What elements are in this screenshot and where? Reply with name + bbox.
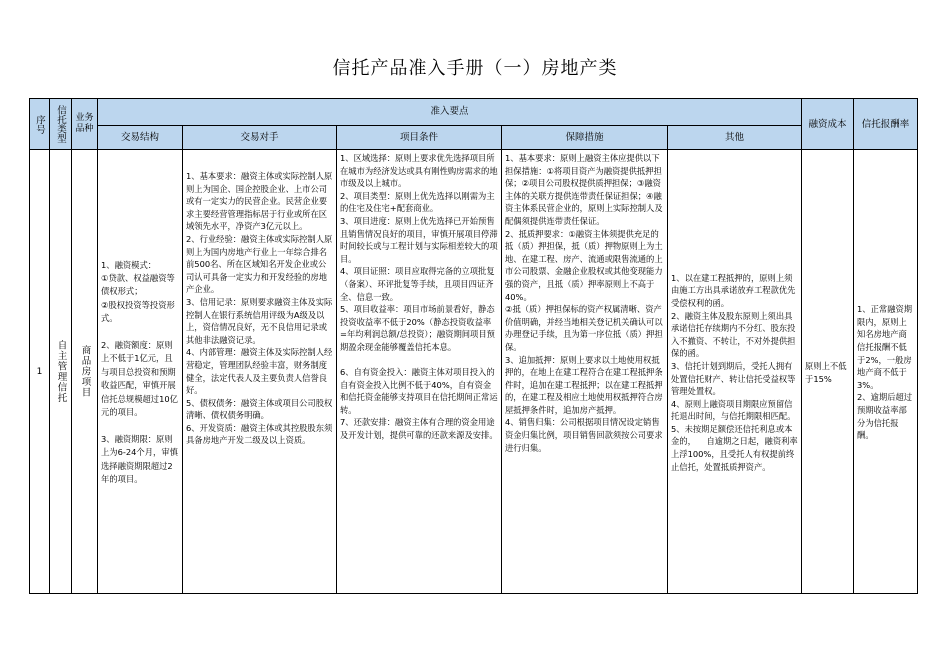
header-other: 其他 [668,125,802,149]
row-counterparty: 1、基本要求：融资主体或实际控制人原则上为国企、国企控股企业、上市公司或有一定实力的民营企业。民营企业要求主要经营管理指标居于行业或所在区域领先水平，净资产3亿元以上。 2、行业经验：融资主体或实际控制人原则上为国内房地产行业上一年综合排名前500名、所在区域知名开发企业或公司认可具备一定实力和开发经验的房地产企业。 3、信用记录：原则要求融资主体及实际控制人在银行系统信用评级为A级及以上，资信情况良好，无不良信用记录或其他非法融资记录。 4、内部管理：融资主体及实际控制人经营稳定，管理团队经验丰富，财务制度健全，法定代表人及主要负责人信誉良好。 5、债权债务：融资主体或项目公司股权清晰、债权债务明确。 6、开发资质：融资主体或其控股股东须具备房地产开发二级及以上资质。 [183,150,337,594]
row-trust-type: 自主管理信托 [50,150,72,594]
header-project: 项目条件 [337,125,502,149]
page-title: 信托产品准入手册（一）房地产类 [332,58,618,79]
row-other: 1、以在建工程抵押的，原则上须由施工方出具承诺放弃工程款优先受偿权利的函。 2、融资主体及股东原则上须出具承诺信托存续期内不分红、股东投入不撤资、不转让，不对外提供担保的函。 3、信托计划到期后，受托人拥有处置信托财产、转让信托受益权等管理处置权。 4、原则上融资项目期限应预留信托退出时间，与信托期限相匹配。 5、未按期足额偿还信托利息或本金的， 自逾期之日起，融资利率上浮100%，且受托人有权提前终止信托，处置抵质押资产。 [668,150,802,594]
row-fee: 1、正常融资期限内，原则上知名房地产商信托报酬不低于2%，一般房地产商不低于3%。 2、逾期后超过预期收益率部分为信托报酬。 [854,150,918,594]
header-cost: 融资成本 [802,99,854,150]
row-guarantee: 1、基本要求：原则上融资主体应提供以下担保措施：①将项目资产为融资提供抵押担保；②项目公司股权提供质押担保；③融资主体的关联方提供连带责任保证担保；④融资主体系民营企业的，原则上实际控制人及配偶须提供连带责任保证。 2、抵质押要求：①融资主体须提供充足的抵（质）押担保，抵（质）押物原则上为土地、在建工程、房产、流通或限售流通的上市公司股票、金融企业股权或其他变现能力强的资产，且抵（质）押率原则上不高于40%。 ②抵（质）押担保标的资产权属清晰、资产价值明确，并经当地相关登记机关确认可以办理登记手续，且为第一序位抵（质）押担保。 3、追加抵押：原则上要求以土地使用权抵押的，在地上在建工程符合在建工程抵押条件时，追加在建工程抵押；以在建工程抵押的，在建工程及相应土地使用权抵押符合房屋抵押条件时，追加房产抵押。 4、销售归集：公司根据项目情况设定销售资金归集比例，项目销售回款须按公司要求进行归集。 [502,150,668,594]
header-counterparty: 交易对手 [183,125,337,149]
header-trust-type: 信托类型 [50,99,72,150]
header-biz-type: 业务品种 [72,99,98,150]
row-structure: 1、融资模式： ①贷款、权益融资等债权形式； ②股权投资等投资形式。 2、融资额度：原则上不低于1亿元，且与项目总投资和预期收益匹配，审慎开展信托总规模超过10亿元的项目。 3、融资期限：原则上为6-24个月，审慎选择融资期限超过2年的项目。 [98,150,183,594]
row-biz-type: 商品房项目 [72,150,98,594]
row-project: 1、区域选择：原则上要求优先选择项目所在城市为经济发达或具有刚性购房需求的地市级及以上城市。 2、项目类型：原则上优先选择以刚需为主的住宅及住宅+配套商业。 3、项目进度：原则上优先选择已开始预售且销售情况良好的项目，审慎开展项目停滞时间较长或与工程计划与实际相差较大的项目。 4、项目证照：项目应取得完备的立项批复（备案）、环评批复等手续，且项目四证齐全、信息一致。 5、项目收益率：项目市场前景看好，静态投资收益率不低于20%（静态投资收益率=年均利润总额/总投资）；融资期间项目预期盈余现金能够覆盖信托本息。 6、自有资金投入：融资主体对项目投入的自有资金投入比例不低于40%，自有资金和信托资金能够支持项目在信托期间正常运转。 7、还款安排：融资主体有合理的资金用途及开发计划，提供可靠的还款来源及安排。 [337,150,502,594]
row-seq: 1 [30,150,50,594]
header-structure: 交易结构 [98,125,183,149]
header-seq: 序号 [30,99,50,150]
criteria-table [29,98,918,594]
row-cost: 原则上不低于15% [802,150,854,594]
header-guarantee: 保障措施 [502,125,668,149]
header-criteria: 准入要点 [98,99,802,126]
header-fee: 信托报酬率 [854,99,918,150]
